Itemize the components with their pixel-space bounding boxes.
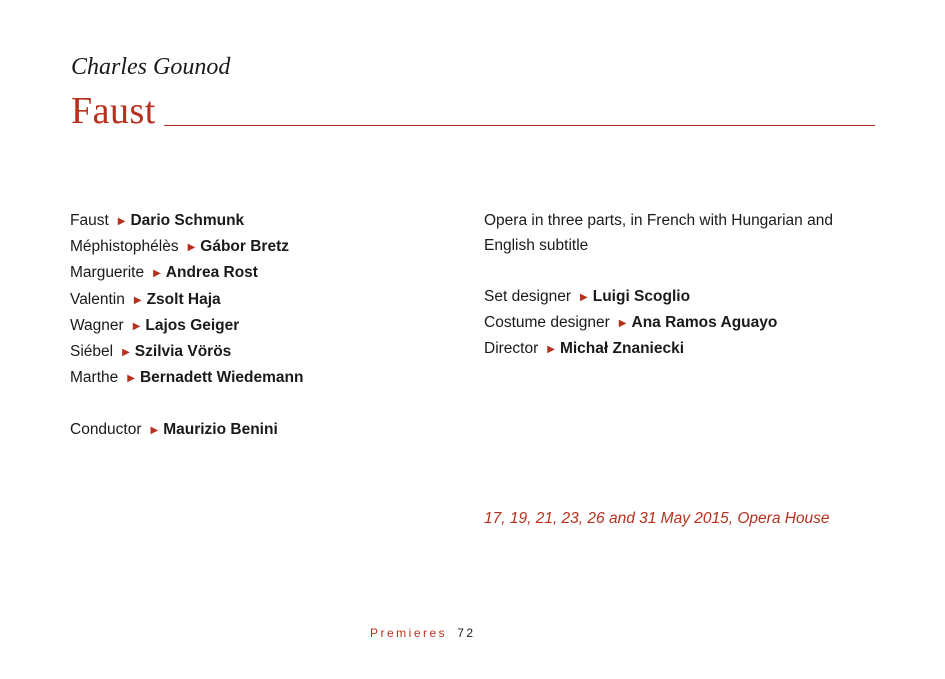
section-name: Premieres [370,626,448,640]
role-label: Siébel [70,343,114,361]
cast-row [70,208,450,234]
creative-row [484,284,884,310]
performer-name: Bernadett Wiedemann [139,369,304,387]
cast-row [70,339,450,365]
role-label: Marguerite [70,264,145,282]
triangle-right-icon: ▶ [132,320,141,332]
page-footer [370,626,476,640]
cast-row [70,260,450,286]
triangle-right-icon: ▶ [117,216,126,227]
cast-row [70,287,450,313]
role-label: Faust [70,212,109,229]
cast-column [70,208,450,443]
cast-row [70,313,450,339]
triangle-right-icon: ▶ [127,373,135,385]
creative-name: Ana Ramos Aguayo [631,313,778,331]
spacer [484,258,884,283]
performance-dates: 17, 19, 21, 23, 26 and 31 May 2015, Opera House [484,510,830,527]
title-rule [164,125,875,126]
performer-name: Andrea Rost [165,264,258,282]
role-label: Wagner [70,316,124,334]
role-label: Costume designer [484,313,610,331]
production-column [484,208,884,362]
triangle-right-icon: ▶ [153,268,161,280]
page-number: 72 [457,626,476,640]
creative-name: Luigi Scoglio [592,287,691,305]
triangle-right-icon: ▶ [122,347,130,359]
performer-name: Szilvia Vörös [134,343,232,361]
opera-title: Faust [71,90,156,132]
spacer [70,391,450,416]
role-label: Marthe [70,369,119,387]
role-label: Director [484,340,539,357]
role-label: Valentin [70,290,125,308]
creative-name: Michał Znaniecki [559,340,685,357]
creative-row [484,336,884,362]
performer-name: Maurizio Benini [163,420,278,438]
triangle-right-icon: ▶ [133,294,142,306]
role-label: Set designer [484,287,572,305]
role-label: Méphistophélès [70,238,179,256]
composer-name: Charles Gounod [71,54,231,80]
performer-name: Dario Schmunk [130,212,245,229]
performer-name: Gábor Bretz [200,238,289,256]
conductor-row [70,417,450,443]
title-row [71,92,875,130]
role-label: Conductor [70,420,142,438]
triangle-right-icon: ▶ [547,344,555,355]
triangle-right-icon: ▶ [618,317,627,329]
triangle-right-icon: ▶ [580,291,588,303]
triangle-right-icon: ▶ [150,424,159,436]
cast-row [70,365,450,391]
performer-name: Lajos Geiger [145,316,240,334]
triangle-right-icon: ▶ [187,242,196,254]
cast-row [70,234,450,260]
production-description: Opera in three parts, in French with Hungarian and English subtitle [484,212,833,255]
performer-name: Zsolt Haja [146,290,221,308]
creative-row [484,310,884,336]
